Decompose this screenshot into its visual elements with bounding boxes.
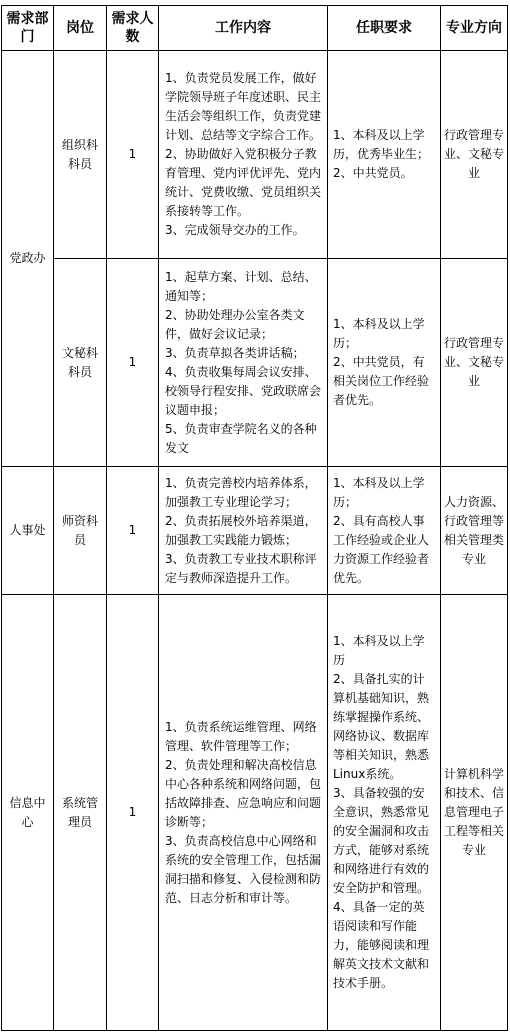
header-major: 专业方向 <box>441 6 508 51</box>
content-item: 3、负责高校信息中心网络和系统的安全管理工作，包括漏洞扫描和修复、入侵检测和防范、日志分析和审计等。 <box>165 833 322 905</box>
content-cell <box>159 259 328 467</box>
recruitment-table <box>1 5 508 1031</box>
header-count: 需求人数 <box>107 6 159 51</box>
requirement-item: 1、本科及以上学历，优秀毕业生； <box>333 128 430 161</box>
content-cell <box>159 467 328 595</box>
major-cell: 行政管理专业、文秘专业 <box>441 51 508 259</box>
content-item: 1、负责系统运维管理、网络管理、软件管理等工作； <box>165 719 317 753</box>
content-item: 3、负责草拟各类讲话稿； <box>165 345 305 360</box>
content-item: 2、协助做好入党积极分子教育管理、党内评优评先、党内统计、党费收缴、党员组织关系接转等工作。 <box>165 147 322 218</box>
dept-cell: 党政办 <box>2 51 54 467</box>
table-row <box>2 259 508 467</box>
header-row <box>2 6 508 51</box>
header-content: 工作内容 <box>159 6 328 51</box>
content-item: 1、起草方案、计划、总结、通知等； <box>165 269 317 303</box>
requirements-cell <box>328 51 441 259</box>
content-item: 5、负责审查学院名义的各种发文 <box>165 421 317 455</box>
content-item: 2、负责处理和解决高校信息中心各种系统和网络问题，包括故障排查、应急响应和问题诊断等； <box>165 757 322 829</box>
content-item: 3、负责教工专业技术职称评定与教师深造提升工作。 <box>165 551 317 585</box>
position-cell: 系统管理员 <box>54 595 107 1031</box>
header-requirements: 任职要求 <box>328 6 441 51</box>
requirements-cell <box>328 467 441 595</box>
content-cell <box>159 51 328 259</box>
count-cell: 1 <box>107 595 159 1031</box>
content-item: 3、完成领导交办的工作。 <box>165 223 305 237</box>
content-item: 4、负责收集每周会议安排、校领导行程安排、党政联席会议题申报； <box>165 364 322 417</box>
position-cell: 师资科员 <box>54 467 107 595</box>
content-item: 2、协助处理办公室各类文件，做好会议记录； <box>165 307 305 341</box>
count-cell: 1 <box>107 467 159 595</box>
content-item: 2、负责拓展校外培养渠道，加强教工实践能力锻炼； <box>165 513 317 547</box>
major-cell: 行政管理专业、文秘专业 <box>441 259 508 467</box>
requirement-item: 2、中共党员，有相关岗位工作经验者优先。 <box>333 355 430 407</box>
count-cell: 1 <box>107 259 159 467</box>
requirement-item: 1、本科及以上学历； <box>333 317 425 350</box>
dept-cell: 人事处 <box>2 467 54 595</box>
requirement-item: 4、具备一定的英语阅读和写作能力，能够阅读和理解英文技术文献和技术手册。 <box>333 900 430 990</box>
requirements-cell <box>328 595 441 1031</box>
header-position: 岗位 <box>54 6 107 51</box>
requirements-cell <box>328 259 441 467</box>
dept-cell: 信息中心 <box>2 595 54 1031</box>
requirement-item: 2、具备扎实的计算机基础知识，熟练掌握操作系统、网络协议、数据库等相关知识，熟悉Linux系统。 <box>333 672 430 781</box>
position-cell: 文秘科科员 <box>54 259 107 467</box>
requirement-item: 1、本科及以上学历 <box>333 634 425 667</box>
table-row <box>2 595 508 1031</box>
table-row <box>2 51 508 259</box>
content-item: 1、负责完善校内培养体系，加强教工专业理论学习； <box>165 475 317 509</box>
requirement-item: 1、本科及以上学历； <box>333 475 425 509</box>
requirement-item: 2、具有高校人事工作经验或企业人力资源工作经验者优先。 <box>333 513 430 585</box>
major-cell: 人力资源、行政管理等相关管理类专业 <box>441 467 508 595</box>
content-item: 1、负责党员发展工作，做好学院领导班子年度述职、民主生活会等组织工作，负责党建计划、总结等文字综合工作。 <box>165 71 322 142</box>
count-cell: 1 <box>107 51 159 259</box>
requirement-item: 2、中共党员。 <box>333 166 413 180</box>
position-cell: 组织科科员 <box>54 51 107 259</box>
major-cell: 计算机科学和技术、信息管理电子工程等相关专业 <box>441 595 508 1031</box>
header-dept: 需求部门 <box>2 6 54 51</box>
requirement-item: 3、具备较强的安全意识，熟悉常见的安全漏洞和攻击方式，能够对系统和网络进行有效的安全防护和管理。 <box>333 786 430 895</box>
content-cell <box>159 595 328 1031</box>
table-row <box>2 467 508 595</box>
